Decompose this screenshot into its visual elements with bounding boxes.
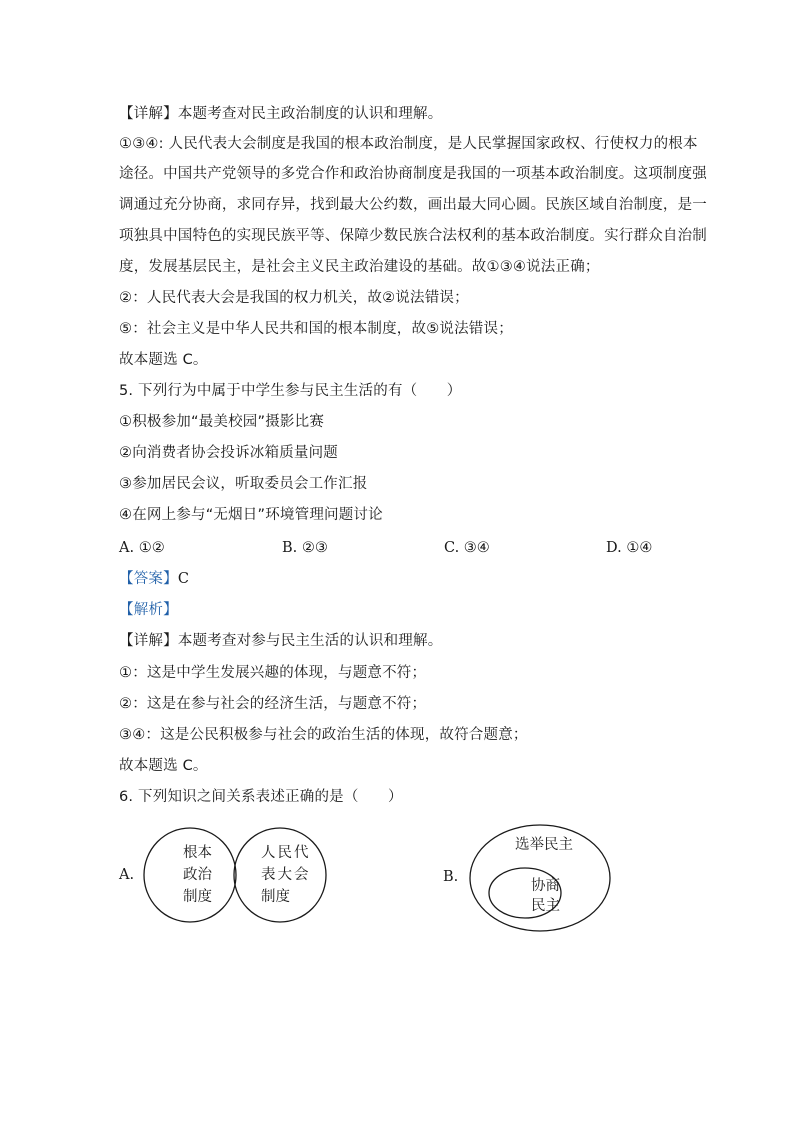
detail-tag: 【详解】 (119, 633, 178, 649)
option-text: ③④ (463, 540, 490, 556)
left-circle-label: 制度 (183, 889, 212, 905)
q6-option-a-diagram (140, 826, 340, 930)
q5-item: ①积极参加“最美校园”摄影比赛 (119, 414, 325, 430)
q5-analysis-tag: 【解析】 (119, 602, 178, 618)
right-circle-label: 人民代 (261, 845, 311, 861)
q5-item: ②向消费者协会投诉冰箱质量问题 (119, 445, 338, 461)
q4-analysis-line: 调通过充分协商，求同存异，找到最大公约数，画出最大同心圆。民族区域自治制度，是一 (119, 197, 707, 213)
inner-circle-label: 协商 (531, 878, 560, 894)
q5-detail-heading (119, 631, 442, 651)
q5-item: ④在网上参与“无烟日”环境管理问题讨论 (119, 507, 383, 523)
q5-option-a[interactable] (119, 538, 165, 558)
q5-option-d[interactable] (606, 538, 652, 558)
q5-stem: 5. 下列行为中属于中学生参与民主生活的有（ ） (119, 383, 462, 399)
answer-tag: 【答案】 (119, 571, 178, 587)
q4-detail-heading (119, 104, 442, 124)
option-letter: A. (119, 540, 135, 556)
q6-option-a-letter[interactable]: A. (119, 867, 135, 883)
q4-analysis-line: 项独具中国特色的实现民族平等、保障少数民族合法权利的基本政治制度。实行群众自治制 (119, 228, 707, 244)
q4-analysis-line: 度，发展基层民主，是社会主义民主政治建设的基础。故①③④说法正确； (119, 259, 600, 275)
option-text: ①④ (626, 540, 653, 556)
q4-analysis-line: ②：人民代表大会是我国的权力机关，故②说法错误； (119, 290, 469, 306)
q4-analysis-line: 途径。中国共产党领导的多党合作和政治协商制度是我国的一项基本政治制度。这项制度强 (119, 166, 707, 182)
inner-circle-label: 民主 (531, 898, 560, 914)
right-circle-label: 制度 (261, 889, 290, 905)
option-text: ②③ (301, 540, 328, 556)
left-circle-label: 根本 (183, 845, 212, 861)
q5-analysis-line: ①：这是中学生发展兴趣的体现，与题意不符； (119, 665, 427, 681)
q6-stem: 6. 下列知识之间关系表述正确的是（ ） (119, 789, 403, 805)
q5-option-c[interactable] (444, 538, 490, 558)
q5-analysis-line: ②：这是在参与社会的经济生活，与题意不符； (119, 696, 427, 712)
detail-text: 本题考查对民主政治制度的认识和理解。 (177, 106, 443, 122)
left-circle-label: 政治 (183, 867, 212, 883)
right-circle-label: 表大会 (261, 867, 311, 883)
outer-circle-label: 选举民主 (515, 837, 573, 853)
q5-analysis-line: 故本题选 C。 (119, 758, 208, 774)
option-text: ①② (138, 540, 165, 556)
q4-analysis-line: ①③④: 人民代表大会制度是我国的根本政治制度，是人民掌握国家政权、行使权力的根本 (119, 136, 698, 152)
q5-analysis-line: ③④：这是公民积极参与社会的政治生活的体现，故符合题意； (119, 727, 528, 743)
option-letter: C. (444, 540, 460, 556)
q4-analysis-line: ⑤：社会主义是中华人民共和国的根本制度，故⑤说法错误； (119, 321, 513, 337)
q5-item: ③参加居民会议，听取委员会工作汇报 (119, 476, 368, 492)
option-letter: B. (282, 540, 298, 556)
detail-text: 本题考查对参与民主生活的认识和理解。 (177, 633, 443, 649)
detail-tag: 【详解】 (119, 106, 178, 122)
q6-option-b-letter[interactable]: B. (443, 869, 459, 885)
q5-option-b[interactable] (282, 538, 328, 558)
q5-answer (119, 569, 189, 589)
option-letter: D. (606, 540, 622, 556)
q4-analysis-line: 故本题选 C。 (119, 352, 208, 368)
q6-option-b-diagram (465, 822, 615, 936)
answer-value: C (177, 571, 190, 587)
